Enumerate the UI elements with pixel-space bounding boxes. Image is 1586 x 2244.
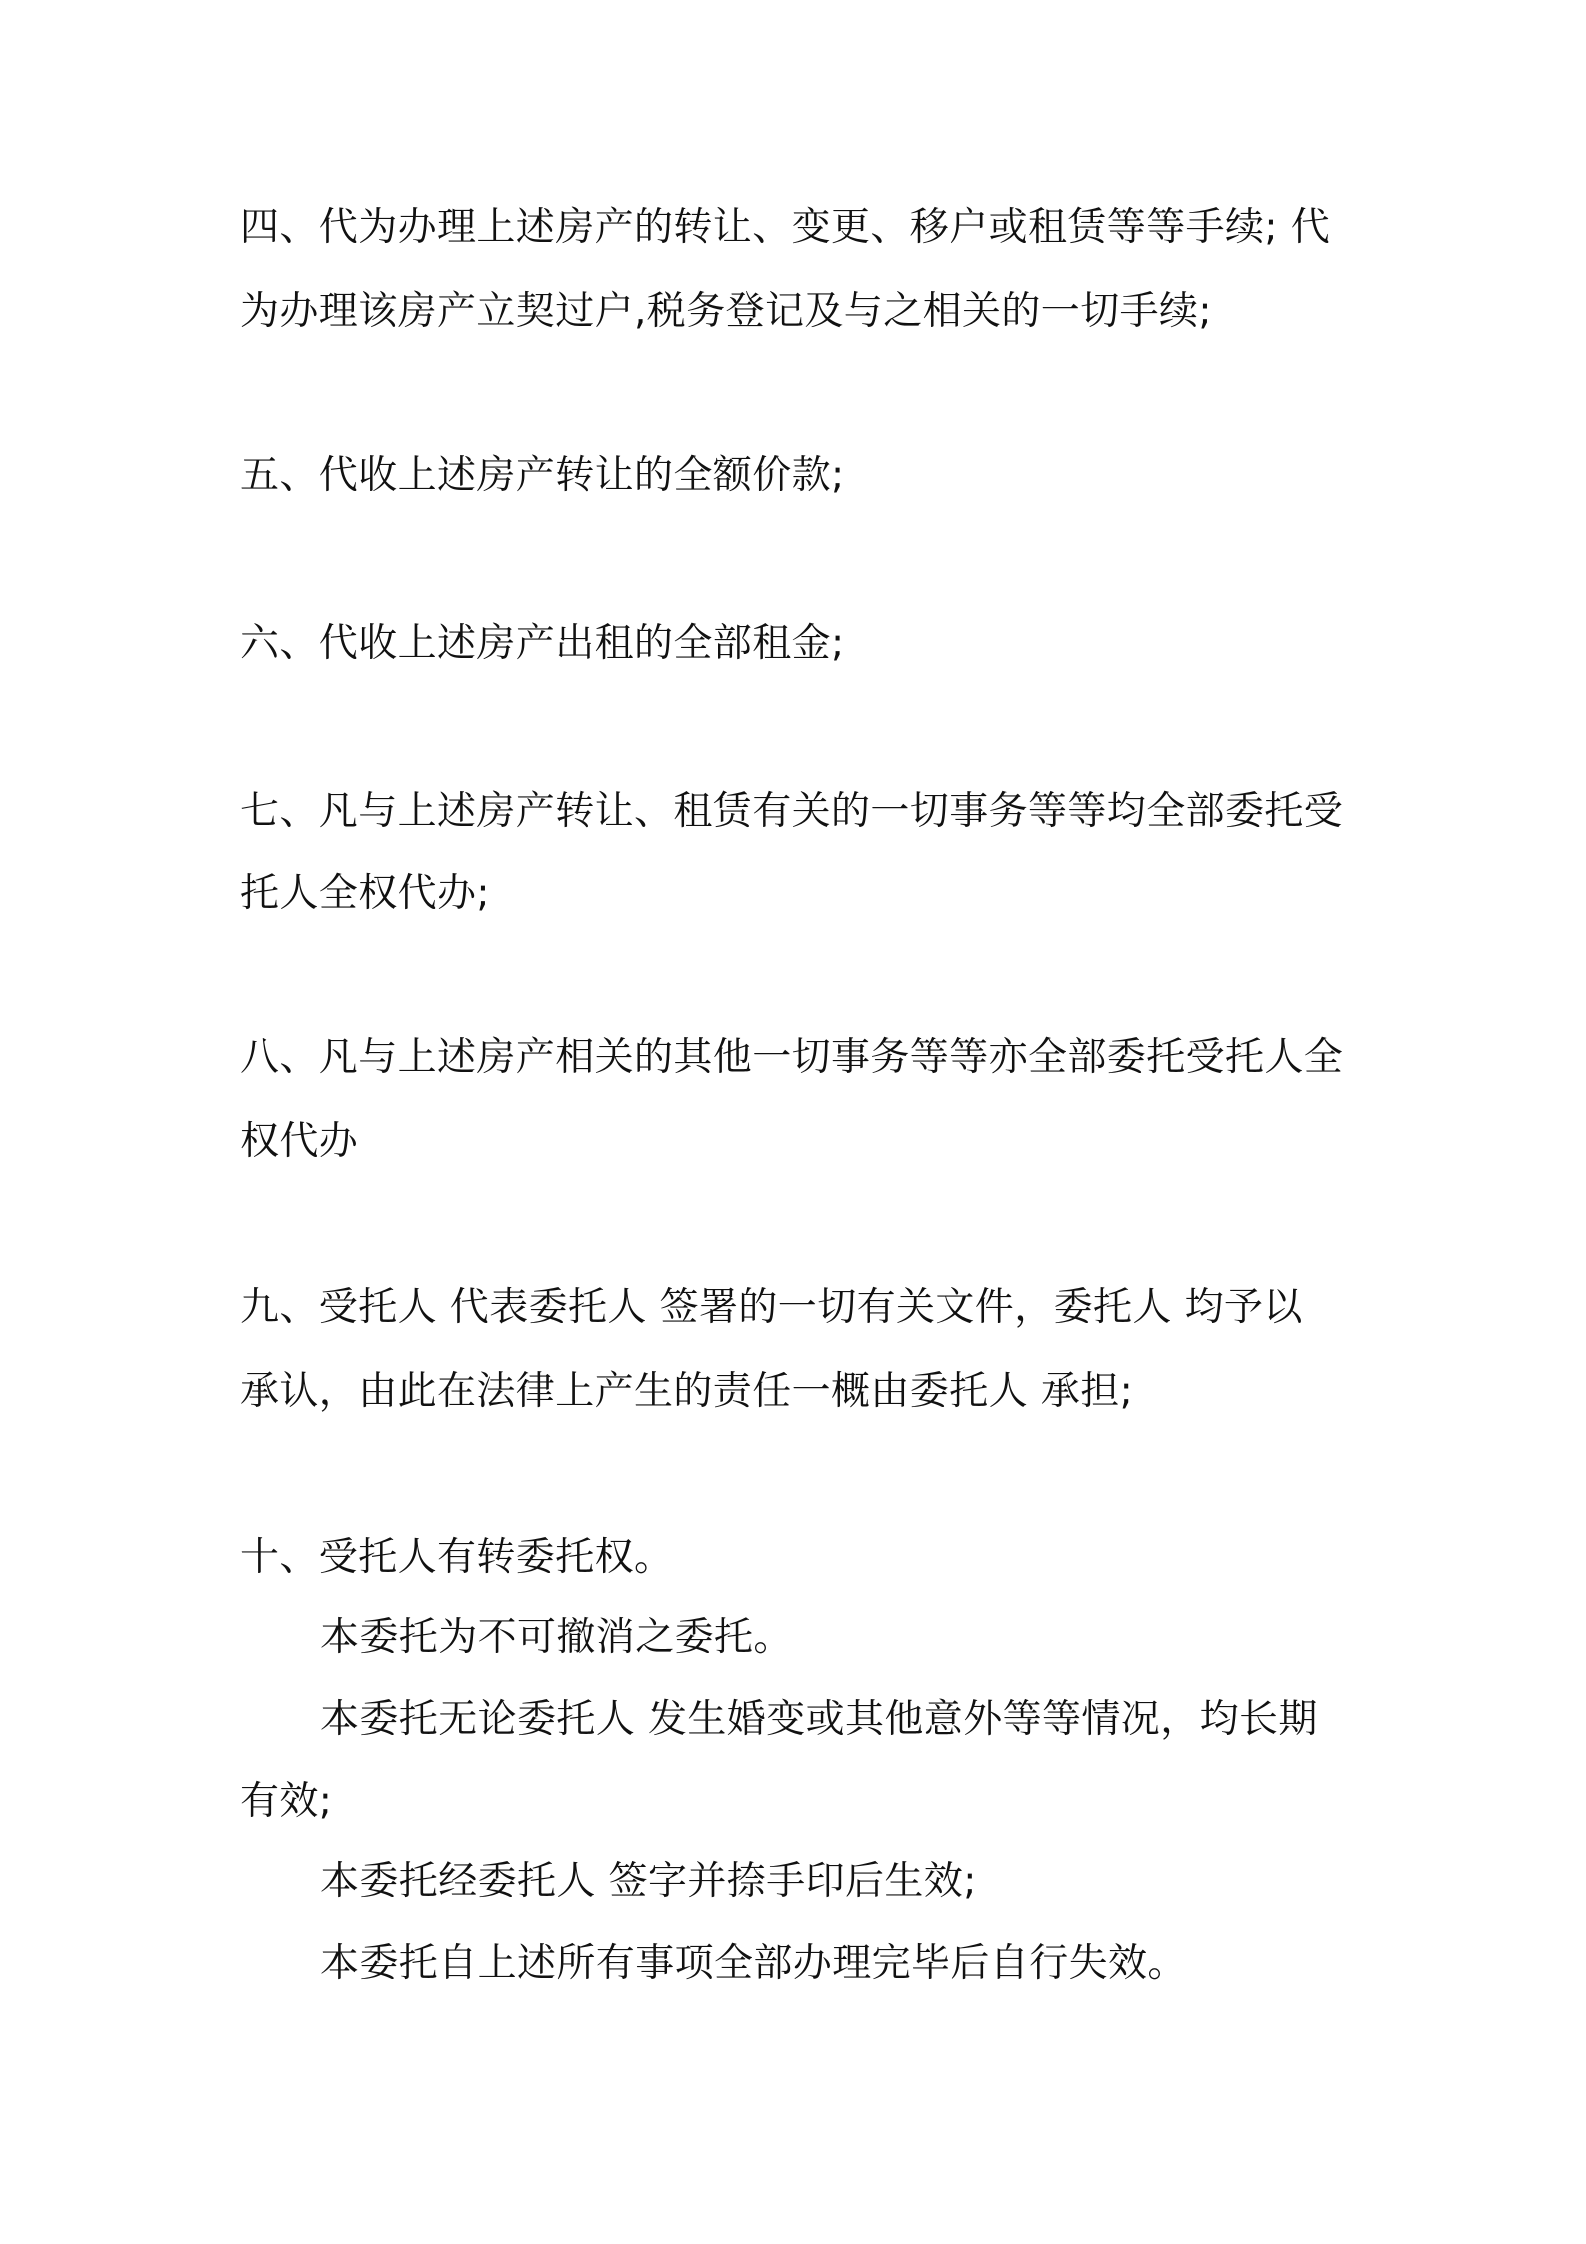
clause-8-line-2: 权代办: [240, 1119, 359, 1164]
clause-8-line-1: 八、凡与上述房产相关的其他一切事务等等亦全部委托受托人全: [240, 1035, 1344, 1080]
clause-7-line-2: 托人全权代办;: [240, 871, 490, 916]
statement-validity-line-2: 有效;: [240, 1779, 333, 1824]
clause-5: 五、代收上述房产转让的全额价款;: [240, 453, 845, 498]
clause-7-line-1: 七、凡与上述房产转让、租赁有关的一切事务等等均全部委托受: [240, 789, 1344, 834]
clause-10: 十、受托人有转委托权。: [240, 1535, 674, 1580]
clause-4-line-2: 为办理该房产立契过户,税务登记及与之相关的一切手续;: [240, 289, 1212, 334]
statement-validity-line-1: 本委托无论委托人 发生婚变或其他意外等等情况，均长期: [320, 1697, 1318, 1742]
clause-9-line-2: 承认，由此在法律上产生的责任一概由委托人 承担;: [240, 1369, 1134, 1414]
statement-expiry: 本委托自上述所有事项全部办理完毕后自行失效。: [320, 1941, 1187, 1986]
clause-6: 六、代收上述房产出租的全部租金;: [240, 621, 845, 666]
clause-9-line-1: 九、受托人 代表委托人 签署的一切有关文件，委托人 均予以: [240, 1285, 1303, 1330]
statement-irrevocable: 本委托为不可撤消之委托。: [320, 1615, 793, 1660]
statement-effective: 本委托经委托人 签字并捺手印后生效;: [320, 1859, 977, 1904]
clause-4-line-1: 四、代为办理上述房产的转让、变更、移户或租赁等等手续; 代: [240, 205, 1331, 250]
